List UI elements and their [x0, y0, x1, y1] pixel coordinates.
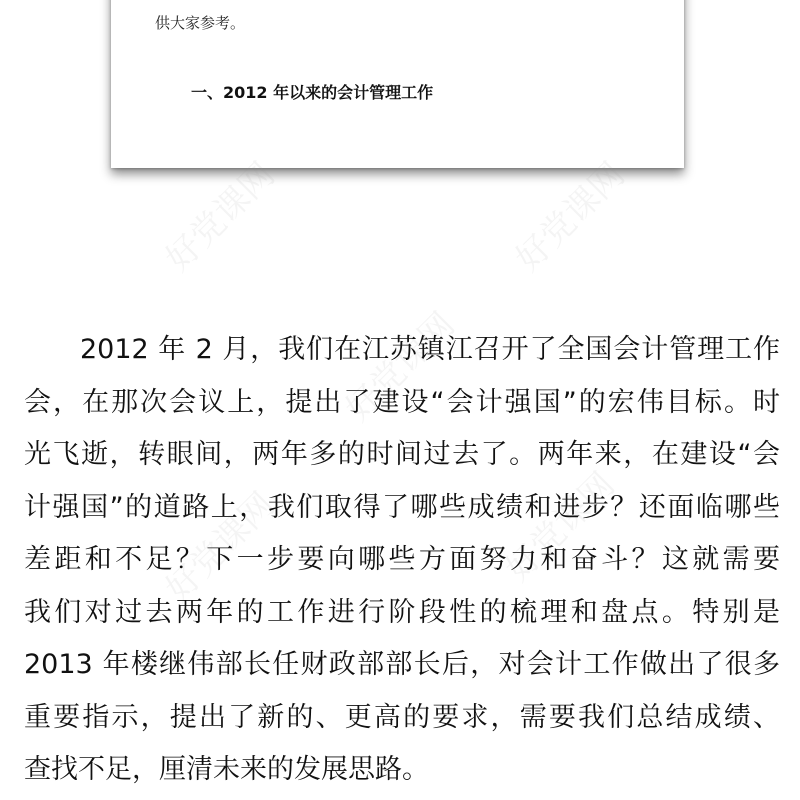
intro-text-tail: 供大家参考。 [155, 14, 246, 32]
document-page-preview [111, 0, 684, 168]
paragraph-line: 差距和不足？下一步要向哪些方面努力和奋斗？这就需要 [24, 544, 780, 575]
watermark: 好党课网 [158, 154, 283, 280]
watermark: 好党课网 [338, 304, 463, 430]
paragraph-line: 光飞逝，转眼间，两年多的时间过去了。两年来，在建设“会 [24, 439, 780, 470]
paragraph-line: 重要指示，提出了新的、更高的要求，需要我们总结成绩、 [24, 701, 780, 733]
paragraph-line: 会，在那次会议上，提出了建设“会计强国”的宏伟目标。时 [24, 386, 780, 418]
paragraph-line: 2013 年楼继伟部长任财政部部长后，对会计工作做出了很多 [24, 649, 780, 680]
section-heading: 一、2012 年以来的会计管理工作 [191, 83, 434, 102]
watermark: 好党课网 [508, 154, 633, 280]
paragraph-line: 查找不足，厘清未来的发展思路。 [24, 754, 429, 785]
paragraph-line: 计强国”的道路上，我们取得了哪些成绩和进步？还面临哪些 [24, 491, 780, 523]
article-body [24, 324, 780, 797]
watermark: 好党课网 [158, 484, 283, 610]
watermark: 好党课网 [498, 464, 623, 590]
paragraph-line: 我们对过去两年的工作进行阶段性的梳理和盘点。特别是 [24, 596, 780, 628]
paragraph-line: 2012 年 2 月，我们在江苏镇江召开了全国会计管理工作 [80, 334, 780, 365]
